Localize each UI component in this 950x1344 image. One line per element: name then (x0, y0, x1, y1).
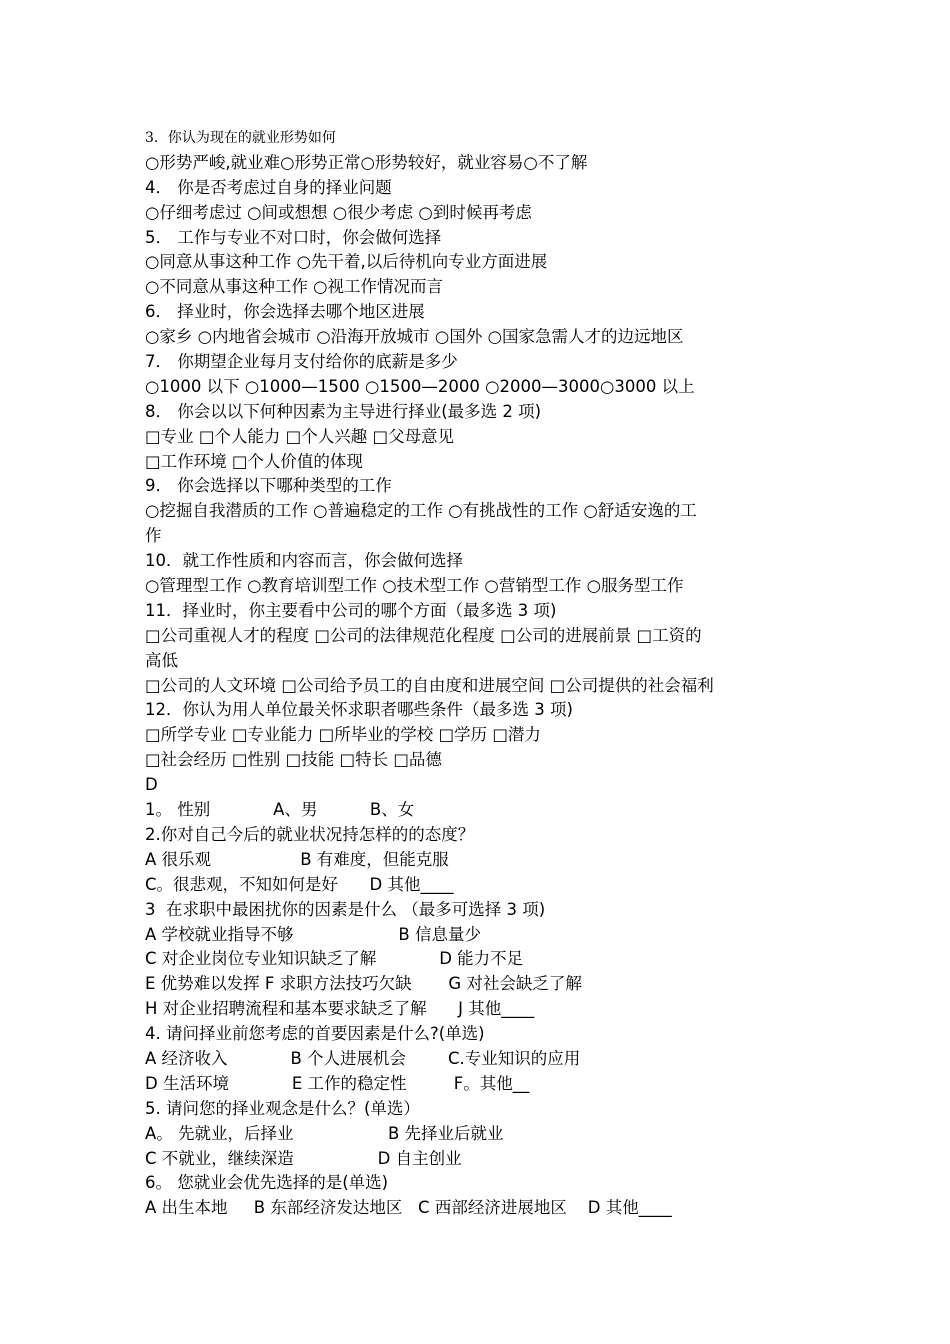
question-8-options-line-2: □工作环境 □个人价值的体现 (145, 451, 363, 471)
d-question-3-options-line-1: A 学校就业指导不够 B 信息量少 (145, 924, 481, 944)
question-5-options-line-2: ○不同意从事这种工作 ○视工作情况而言 (145, 277, 444, 297)
question-12-options-line-2: □社会经历 □性别 □技能 □特长 □品德 (145, 750, 442, 770)
question-9-title: 9． 你会选择以下哪种类型的工作 (145, 476, 392, 496)
d-question-2-options-line-1: A 很乐观 B 有难度，但能克服 (145, 849, 449, 869)
d-question-3-title: 3 在求职中最困扰你的因素是什么 （最多可选择 3 项) (145, 899, 546, 919)
d-question-4-title: 4. 请问择业前您考虑的首要因素是什么?(单选) (145, 1024, 485, 1044)
d-question-4-options-line-1: A 经济收入 B 个人进展机会 C.专业知识的应用 (145, 1048, 581, 1068)
question-9-options-line-1: ○挖掘自我潜质的工作 ○普遍稳定的工作 ○有挑战性的工作 ○舒适安逸的工 (145, 501, 697, 521)
question-8-title: 8． 你会以以下何种因素为主导进行择业(最多选 2 项) (145, 401, 542, 421)
question-7-options: ○1000 以下 ○1000—1500 ○1500—2000 ○2000—3000○3000 以上 (145, 376, 695, 396)
question-11-title: 11．择业时，你主要看中公司的哪个方面（最多选 3 项) (145, 600, 557, 620)
question-4-options: ○仔细考虑过 ○间或想想 ○很少考虑 ○到时候再考虑 (145, 202, 532, 222)
question-10-options: ○管理型工作 ○教育培训型工作 ○技术型工作 ○营销型工作 ○服务型工作 (145, 576, 684, 596)
d-question-3-options-line-3: E 优势难以发挥 F 求职方法技巧欠缺 G 对社会缺乏了解 (145, 974, 582, 994)
question-6-options: ○家乡 ○内地省会城市 ○沿海开放城市 ○国外 ○国家急需人才的边远地区 (145, 327, 684, 347)
section-d-heading: D (145, 775, 158, 795)
d-question-1: 1。 性别 A、男 B、女 (145, 800, 415, 820)
question-10-title: 10．就工作性质和内容而言，你会做何选择 (145, 551, 463, 571)
question-11-options-line-2: 高低 (145, 650, 178, 670)
question-11-options-line-1: □公司重视人才的程度 □公司的法律规范化程度 □公司的进展前景 □工资的 (145, 625, 702, 645)
question-12-options-line-1: □所学专业 □专业能力 □所毕业的学校 □学历 □潜力 (145, 725, 541, 745)
d-question-5-options-line-2: C 不就业，继续深造 D 自主创业 (145, 1148, 462, 1168)
question-11-options-line-3: □公司的人文环境 □公司给予员工的自由度和进展空间 □公司提供的社会福利 (145, 675, 714, 695)
d-question-3-options-line-4: H 对企业招聘流程和基本要求缺乏了解 J 其他____ (145, 999, 535, 1019)
question-9-options-line-2: 作 (145, 526, 162, 546)
question-5-options-line-1: ○同意从事这种工作 ○先干着,以后待机向专业方面进展 (145, 252, 548, 272)
question-3-title: 3．你认为现在的就业形势如何 (145, 130, 336, 146)
questionnaire-document (145, 126, 825, 1221)
d-question-4-options-line-2: D 生活环境 E 工作的稳定性 F。其他__ (145, 1073, 530, 1093)
d-question-2-title: 2.你对自己今后的就业状况持怎样的的态度？ (145, 824, 475, 844)
question-12-title: 12．你认为用人单位最关怀求职者哪些条件（最多选 3 项) (145, 700, 573, 720)
d-question-2-options-line-2: C。很悲观，不知如何是好 D 其他____ (145, 874, 454, 894)
question-3-options: ○形势严峻,就业难○形势正常○形势较好，就业容易○不了解 (145, 152, 588, 172)
d-question-3-options-line-2: C 对企业岗位专业知识缺乏了解 D 能力不足 (145, 949, 524, 969)
question-6-title: 6． 择业时，你会选择去哪个地区进展 (145, 302, 425, 322)
d-question-5-title: 5. 请问您的择业观念是什么？(单选） (145, 1098, 420, 1118)
d-question-5-options-line-1: A。 先就业，后择业 B 先择业后就业 (145, 1123, 504, 1143)
question-4-title: 4． 你是否考虑过自身的择业问题 (145, 177, 392, 197)
question-5-title: 5． 工作与专业不对口时，你会做何选择 (145, 227, 442, 247)
d-question-6-options: A 出生本地 B 东部经济发达地区 C 西部经济进展地区 D 其他____ (145, 1198, 672, 1218)
d-question-6-title: 6。 您就业会优先选择的是(单选) (145, 1173, 389, 1193)
question-8-options-line-1: □专业 □个人能力 □个人兴趣 □父母意见 (145, 426, 455, 446)
question-7-title: 7． 你期望企业每月支付给你的底薪是多少 (145, 352, 458, 372)
